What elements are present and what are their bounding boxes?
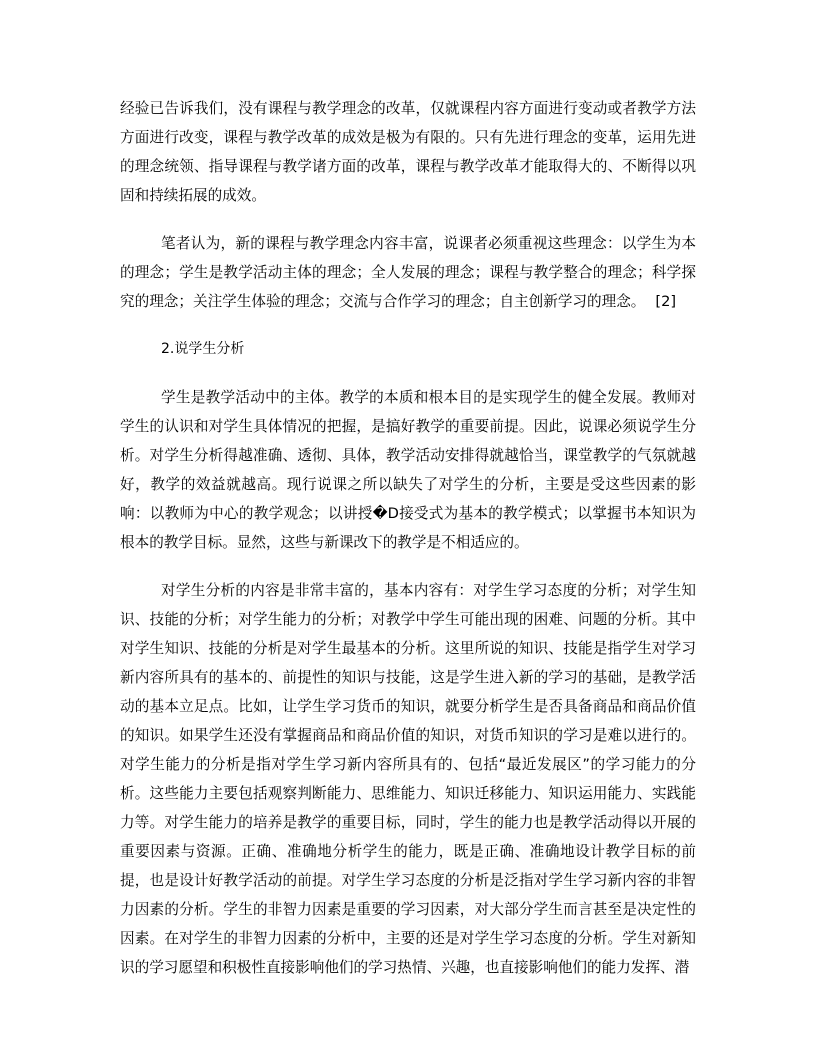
paragraph-new-concepts xyxy=(120,229,696,316)
paragraph-student-analysis-content: 对学生分析的内容是非常丰富的，基本内容有：对学生学习态度的分析；对学生知识、技能的分析；对学生能力的分析；对教学中学生可能出现的困难、问题的分析。其中对学生知识、技能的分析是对学生最基本的分析。这里所说的知识、技能是指学生对学习新内容所具有的基本的、前提性的知识与技能，这是学生进入新的学习的基础，是教学活动的基本立足点。比如，让学生学习货币的知识，就要分析学生是否具备商品和商品价值的知识。如果学生还没有掌握商品和商品价值的知识，对货币知识的学习是难以进行的。对学生能力的分析是指对学生学习新内容所具有的、包括“最近发展区”的学习能力的分析。这些能力主要包括观察判断能力、思维能力、知识迁移能力、知识运用能力、实践能力等。对学生能力的培养是教学的重要目标，同时，学生的能力也是教学活动得以开展的重要因素与资源。正确、准确地分析学生的能力，既是正确、准确地设计教学目标的前提，也是设计好教学活动的前提。对学生学习态度的分析是泛指对学生学习新内容的非智力因素的分析。学生的非智力因素是重要的学习因素，对大部分学生而言甚至是决定性的因素。在对学生的非智力因素的分析中，主要的还是对学生学习态度的分析。学生对新知识的学习愿望和积极性直接影响他们的学习热情、兴趣，也直接影响他们的能力发挥、潜 xyxy=(120,582,696,976)
document-body xyxy=(120,94,696,1001)
paragraph-student-subject: 学生是教学活动中的主体。教学的本质和根本目的是实现学生的健全发展。教师对学生的认识和对学生具体情况的把握，是搞好教学的重要前提。因此，说课必须说学生分析。对学生分析得越准确、透彻、具体，教学活动安排得就越恰当，课堂教学的气氛就越好，教学的效益就越高。现行说课之所以缺失了对学生的分析，主要是受这些因素的影响：以教师为中心的教学观念；以讲授�D接受式为基本的教学模式；以掌握书本知识为根本的教学目标。显然，这些与新课改下的教学是不相适应的。 xyxy=(120,389,696,551)
paragraph-experience: 经验已告诉我们，没有课程与教学理念的改革，仅就课程内容方面进行变动或者教学方法方面进行改变，课程与教学改革的成效是极为有限的。只有先进行理念的变革，运用先进的理念统领、指导课程与教学诸方面的改革，课程与教学改革才能取得大的、不断得以巩固和持续拓展的成效。 xyxy=(120,100,696,204)
paragraph-new-concepts-text: 笔者认为，新的课程与教学理念内容丰富，说课者必须重视这些理念：以学生为本的理念；学生是教学活动主体的理念；全人发展的理念；课程与教学整合的理念；科学探究的理念；关注学生体验的理念；交流与合作学习的理念；自主创新学习的理念。 xyxy=(120,235,696,310)
section-heading: 2.说学生分析 xyxy=(161,341,245,357)
citation-reference: [2] xyxy=(655,293,677,310)
